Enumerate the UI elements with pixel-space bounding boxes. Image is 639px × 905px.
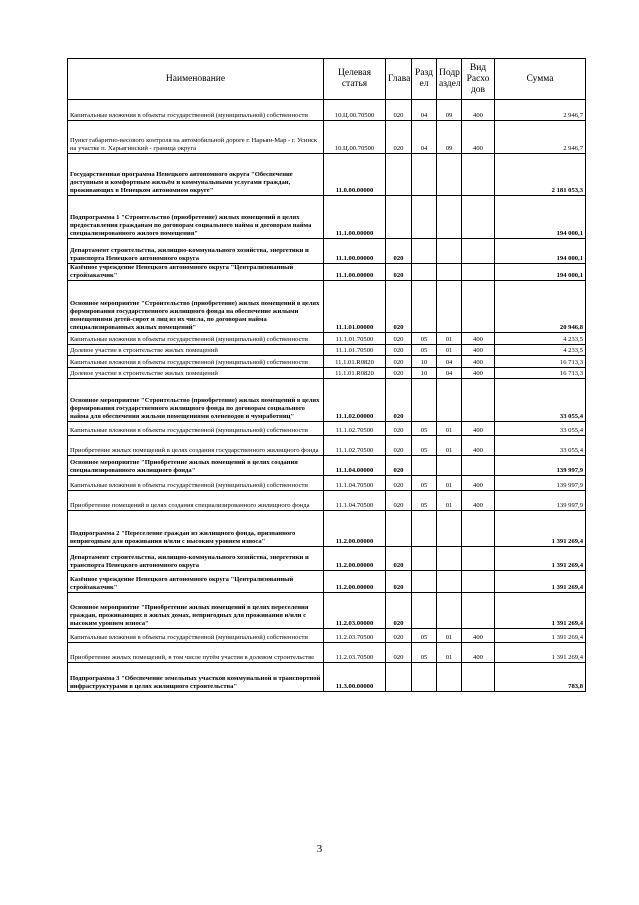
budget-table bbox=[67, 58, 586, 692]
row-name: Приобретение жилых помещений, в том числе путём участия в долевом строительстве bbox=[68, 643, 324, 663]
table-row bbox=[68, 547, 586, 571]
row-amount: 2 946,7 bbox=[495, 121, 586, 154]
row-subsection bbox=[437, 281, 462, 333]
row-amount: 139 997,9 bbox=[495, 491, 586, 511]
row-target-article: 10.Ц.00.70500 bbox=[324, 121, 386, 154]
row-subsection bbox=[437, 663, 462, 692]
row-amount: 139 997,9 bbox=[495, 456, 586, 476]
row-target-article: 11.1.04.00000 bbox=[324, 456, 386, 476]
row-amount: 194 000,1 bbox=[495, 196, 586, 239]
row-chapter: 020 bbox=[386, 264, 412, 281]
row-section: 05 bbox=[412, 333, 437, 345]
row-target-article: 11.2.03.00000 bbox=[324, 593, 386, 629]
table-row bbox=[68, 511, 586, 547]
table-row bbox=[68, 333, 586, 345]
row-subsection: 01 bbox=[437, 436, 462, 456]
row-expense-type bbox=[462, 511, 495, 547]
row-section: 10 bbox=[412, 368, 437, 379]
row-section bbox=[412, 281, 437, 333]
table-row bbox=[68, 345, 586, 356]
table-row bbox=[68, 379, 586, 422]
row-expense-type bbox=[462, 571, 495, 593]
row-expense-type bbox=[462, 593, 495, 629]
row-chapter: 020 bbox=[386, 333, 412, 345]
row-expense-type bbox=[462, 663, 495, 692]
table-row bbox=[68, 100, 586, 121]
row-chapter bbox=[386, 196, 412, 239]
row-subsection: 01 bbox=[437, 629, 462, 643]
row-amount: 783,8 bbox=[495, 663, 586, 692]
row-expense-type bbox=[462, 379, 495, 422]
row-name: Государственная программа Ненецкого автономного округа "Обеспечение доступным и комфортным жильём и коммунальными услугами граждан, проживающих в Ненецком автономном округе" bbox=[68, 154, 324, 196]
row-section bbox=[412, 239, 437, 264]
row-expense-type: 400 bbox=[462, 491, 495, 511]
row-amount: 1 391 269,4 bbox=[495, 643, 586, 663]
row-amount: 1 391 269,4 bbox=[495, 571, 586, 593]
row-section bbox=[412, 593, 437, 629]
row-target-article: 11.2.00.00000 bbox=[324, 571, 386, 593]
row-chapter: 020 bbox=[386, 356, 412, 368]
row-target-article: 11.2.00.00000 bbox=[324, 547, 386, 571]
row-name: Капитальные вложения в объекты государственной (муниципальной) собственности bbox=[68, 100, 324, 121]
table-row bbox=[68, 629, 586, 643]
table-row bbox=[68, 436, 586, 456]
row-subsection: 01 bbox=[437, 345, 462, 356]
row-target-article: 11.3.00.00000 bbox=[324, 663, 386, 692]
row-section bbox=[412, 379, 437, 422]
row-section: 05 bbox=[412, 422, 437, 436]
table-row bbox=[68, 476, 586, 491]
row-chapter: 020 bbox=[386, 379, 412, 422]
col-header-chapter: Глава bbox=[386, 59, 412, 100]
row-chapter: 020 bbox=[386, 281, 412, 333]
row-name: Основное мероприятие "Приобретение жилых помещений в целях переселения граждан, проживающих в жилых домах, непригодных для проживания и/или с высоким уровнем износа" bbox=[68, 593, 324, 629]
table-body bbox=[68, 100, 586, 692]
row-name: Основное мероприятие "Строительство (приобретение) жилых помещений в целях формирования государственного жилищного фонда на обеспечение жилыми помещениями детей-сирот и лиц из их числа, по договорам найма специализированных жилых помещений" bbox=[68, 281, 324, 333]
row-expense-type: 400 bbox=[462, 436, 495, 456]
row-name: Капитальные вложения в объекты государственной (муниципальной) собственности bbox=[68, 422, 324, 436]
row-amount: 20 946,8 bbox=[495, 281, 586, 333]
row-target-article: 11.1.01.R0820 bbox=[324, 368, 386, 379]
row-target-article: 11.1.02.70500 bbox=[324, 422, 386, 436]
row-name: Приобретение помещений в целях создания специализированного жилищного фонда bbox=[68, 491, 324, 511]
row-amount: 1 391 269,4 bbox=[495, 547, 586, 571]
table-row bbox=[68, 456, 586, 476]
row-amount: 4 233,5 bbox=[495, 345, 586, 356]
table-row bbox=[68, 368, 586, 379]
row-target-article: 11.2.03.70500 bbox=[324, 629, 386, 643]
table-row bbox=[68, 593, 586, 629]
row-chapter: 020 bbox=[386, 239, 412, 264]
row-subsection bbox=[437, 196, 462, 239]
row-section bbox=[412, 456, 437, 476]
col-header-expense-type: Вид Расхо дов bbox=[462, 59, 495, 100]
row-chapter: 020 bbox=[386, 100, 412, 121]
budget-table-container bbox=[67, 58, 585, 692]
row-amount: 16 713,3 bbox=[495, 356, 586, 368]
row-expense-type: 400 bbox=[462, 356, 495, 368]
row-target-article: 11.1.01.70500 bbox=[324, 333, 386, 345]
row-target-article: 11.1.04.70500 bbox=[324, 491, 386, 511]
table-row bbox=[68, 121, 586, 154]
col-header-subsection: Подр аздел bbox=[437, 59, 462, 100]
row-name: Капитальные вложения в объекты государственной (муниципальной) собственности bbox=[68, 476, 324, 491]
row-target-article: 11.1.04.70500 bbox=[324, 476, 386, 491]
row-target-article: 10.Ц.00.70500 bbox=[324, 100, 386, 121]
row-target-article: 11.1.02.00000 bbox=[324, 379, 386, 422]
row-target-article: 11.1.02.70500 bbox=[324, 436, 386, 456]
row-name: Подпрограмма 1 "Строительство (приобретение) жилых помещений в целях предоставления гражданам по договорам социального найма и договорам найма специализированного жилого помещения" bbox=[68, 196, 324, 239]
row-section bbox=[412, 196, 437, 239]
row-amount: 2 181 053,3 bbox=[495, 154, 586, 196]
row-expense-type bbox=[462, 281, 495, 333]
row-expense-type bbox=[462, 547, 495, 571]
row-chapter: 020 bbox=[386, 593, 412, 629]
row-target-article: 11.2.00.00000 bbox=[324, 511, 386, 547]
row-chapter: 020 bbox=[386, 456, 412, 476]
row-subsection bbox=[437, 456, 462, 476]
row-chapter bbox=[386, 663, 412, 692]
table-row bbox=[68, 422, 586, 436]
row-chapter: 020 bbox=[386, 121, 412, 154]
row-subsection bbox=[437, 154, 462, 196]
row-subsection: 09 bbox=[437, 100, 462, 121]
row-chapter: 020 bbox=[386, 422, 412, 436]
row-section bbox=[412, 154, 437, 196]
row-amount: 33 055,4 bbox=[495, 422, 586, 436]
row-target-article: 11.1.00.00000 bbox=[324, 239, 386, 264]
row-name: Департамент строительства, жилищно-коммунального хозяйства, энергетики и транспорта Ненецкого автономного округа bbox=[68, 547, 324, 571]
row-subsection bbox=[437, 264, 462, 281]
row-expense-type: 400 bbox=[462, 100, 495, 121]
row-amount: 194 000,1 bbox=[495, 264, 586, 281]
table-row bbox=[68, 154, 586, 196]
row-section: 05 bbox=[412, 491, 437, 511]
row-amount: 33 055,4 bbox=[495, 379, 586, 422]
row-name: Долевое участие в строительстве жилых помещений bbox=[68, 368, 324, 379]
table-row bbox=[68, 356, 586, 368]
row-expense-type bbox=[462, 154, 495, 196]
row-amount: 16 713,3 bbox=[495, 368, 586, 379]
row-expense-type: 400 bbox=[462, 643, 495, 663]
row-amount: 1 391 269,4 bbox=[495, 629, 586, 643]
row-subsection bbox=[437, 547, 462, 571]
row-section bbox=[412, 511, 437, 547]
row-section: 05 bbox=[412, 643, 437, 663]
row-expense-type bbox=[462, 196, 495, 239]
row-name: Капитальные вложения в объекты государственной (муниципальной) собственности bbox=[68, 629, 324, 643]
row-name: Приобретение жилых помещений в целях создания государственного жилищного фонда bbox=[68, 436, 324, 456]
row-section bbox=[412, 663, 437, 692]
table-header-row bbox=[68, 59, 586, 100]
row-amount: 33 055,4 bbox=[495, 436, 586, 456]
row-chapter: 020 bbox=[386, 368, 412, 379]
table-row bbox=[68, 281, 586, 333]
col-header-section: Разд ел bbox=[412, 59, 437, 100]
row-section: 10 bbox=[412, 356, 437, 368]
col-header-amount: Сумма bbox=[495, 59, 586, 100]
row-section bbox=[412, 571, 437, 593]
col-header-target-article: Целевая статья bbox=[324, 59, 386, 100]
row-section: 05 bbox=[412, 629, 437, 643]
row-section: 04 bbox=[412, 100, 437, 121]
row-subsection: 04 bbox=[437, 368, 462, 379]
row-target-article: 11.1.00.00000 bbox=[324, 196, 386, 239]
table-row bbox=[68, 196, 586, 239]
row-expense-type: 400 bbox=[462, 333, 495, 345]
row-target-article: 11.1.01.70500 bbox=[324, 345, 386, 356]
table-row bbox=[68, 239, 586, 264]
row-target-article: 11.1.01.00000 bbox=[324, 281, 386, 333]
row-subsection: 01 bbox=[437, 643, 462, 663]
row-expense-type: 400 bbox=[462, 476, 495, 491]
row-section bbox=[412, 264, 437, 281]
row-name: Долевое участие в строительстве жилых помещений bbox=[68, 345, 324, 356]
row-name: Департамент строительства, жилищно-коммунального хозяйства, энергетики и транспорта Ненецкого автономного округа bbox=[68, 239, 324, 264]
row-expense-type bbox=[462, 456, 495, 476]
row-expense-type: 400 bbox=[462, 345, 495, 356]
row-section: 04 bbox=[412, 121, 437, 154]
row-amount: 2 946,7 bbox=[495, 100, 586, 121]
row-expense-type bbox=[462, 264, 495, 281]
row-chapter: 020 bbox=[386, 476, 412, 491]
table-row bbox=[68, 643, 586, 663]
row-name: Капитальные вложения в объекты государственной (муниципальной) собственности bbox=[68, 356, 324, 368]
row-name: Казённое учреждение Ненецкого автономного округа "Централизованный стройзаказчик" bbox=[68, 264, 324, 281]
row-subsection: 01 bbox=[437, 476, 462, 491]
row-amount: 4 233,5 bbox=[495, 333, 586, 345]
row-expense-type: 400 bbox=[462, 368, 495, 379]
row-amount: 194 000,1 bbox=[495, 239, 586, 264]
row-amount: 1 391 269,4 bbox=[495, 593, 586, 629]
row-expense-type: 400 bbox=[462, 629, 495, 643]
row-section: 05 bbox=[412, 436, 437, 456]
row-name: Пункт габаритно-весового контроля на автомобильной дороге г. Нарьян-Мар - г. Усинск на участке п. Харьягинский - граница округа bbox=[68, 121, 324, 154]
row-subsection bbox=[437, 571, 462, 593]
row-chapter: 020 bbox=[386, 643, 412, 663]
row-chapter: 020 bbox=[386, 436, 412, 456]
row-chapter: 020 bbox=[386, 571, 412, 593]
row-expense-type: 400 bbox=[462, 422, 495, 436]
col-header-name: Наименование bbox=[68, 59, 324, 100]
row-subsection bbox=[437, 239, 462, 264]
row-chapter: 020 bbox=[386, 345, 412, 356]
row-name: Основное мероприятие "Строительство (приобретение) жилых помещений в целях формирования государственного жилищного фонда по договорам социального найма для обеспечения жильми помещениями оленеводов и чумработниц" bbox=[68, 379, 324, 422]
table-row bbox=[68, 264, 586, 281]
row-target-article: 11.0.00.00000 bbox=[324, 154, 386, 196]
row-subsection: 09 bbox=[437, 121, 462, 154]
row-chapter: 020 bbox=[386, 491, 412, 511]
row-subsection bbox=[437, 593, 462, 629]
row-name: Подпрограмма 2 "Переселение граждан из жилищного фонда, признанного непригодным для проживания и/или с высоким уровнем износа" bbox=[68, 511, 324, 547]
row-subsection bbox=[437, 511, 462, 547]
row-target-article: 11.1.01.R0820 bbox=[324, 356, 386, 368]
row-subsection: 04 bbox=[437, 356, 462, 368]
row-name: Подпрограмма 3 "Обеспечение земельных участков коммунальной и транспортной инфраструктурами в целях жилищного строительства" bbox=[68, 663, 324, 692]
row-subsection: 01 bbox=[437, 491, 462, 511]
table-row bbox=[68, 571, 586, 593]
row-subsection: 01 bbox=[437, 422, 462, 436]
row-chapter: 020 bbox=[386, 547, 412, 571]
row-expense-type: 400 bbox=[462, 121, 495, 154]
row-name: Основное мероприятие "Приобретение жилых помещений в целях создания специализированного жилищного фонда" bbox=[68, 456, 324, 476]
row-section bbox=[412, 547, 437, 571]
row-subsection: 01 bbox=[437, 333, 462, 345]
row-name: Капитальные вложения в объекты государственной (муниципальной) собственности bbox=[68, 333, 324, 345]
row-chapter bbox=[386, 511, 412, 547]
row-section: 05 bbox=[412, 345, 437, 356]
row-subsection bbox=[437, 379, 462, 422]
page-number: 3 bbox=[316, 843, 323, 855]
row-expense-type bbox=[462, 239, 495, 264]
row-chapter: 020 bbox=[386, 629, 412, 643]
row-amount: 1 391 269,4 bbox=[495, 511, 586, 547]
row-target-article: 11.1.00.00000 bbox=[324, 264, 386, 281]
row-amount: 139 997,9 bbox=[495, 476, 586, 491]
table-row bbox=[68, 663, 586, 692]
row-chapter bbox=[386, 154, 412, 196]
row-target-article: 11.2.03.70500 bbox=[324, 643, 386, 663]
row-name: Казённое учреждение Ненецкого автономного округа "Централизованный стройзаказчик" bbox=[68, 571, 324, 593]
table-row bbox=[68, 491, 586, 511]
row-section: 05 bbox=[412, 476, 437, 491]
